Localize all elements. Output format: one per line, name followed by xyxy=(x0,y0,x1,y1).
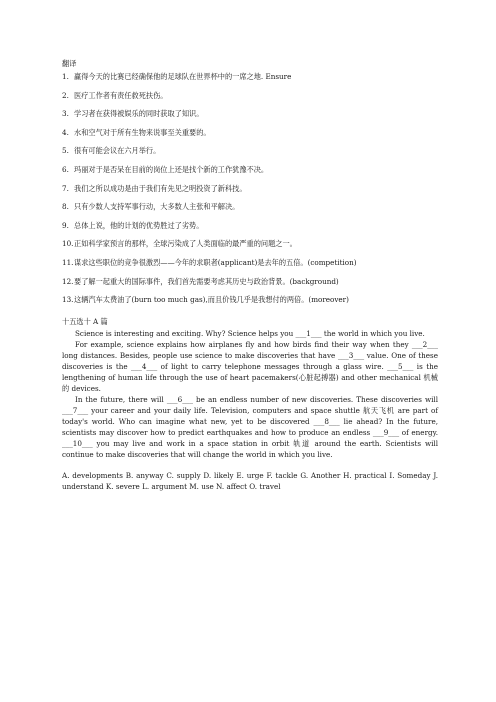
translation-item xyxy=(62,257,438,276)
translation-item xyxy=(62,276,438,295)
item-text: 我们之所以成功是由于我们有先见之明投资了新科技。 xyxy=(74,183,247,193)
item-number: 3. xyxy=(62,109,69,119)
cloze-paragraph: In the future, there will ___6___ be an endless number of new discoveries. These discoveries will ___7___ your career and your daily life. Television, computers and space shuttle 航天飞机 are part of today's world. Who can imagine what new, yet to be discovered ___8___ lie ahead? In the future, scientists may discover how to predict earthquakes and how to produce an endless ___9___ of energy. ___10___ you may live and work in a space station in orbit 轨道 around the earth. Scientists will continue to make discoveries that will change the world in which you live. xyxy=(62,394,438,459)
document-page xyxy=(62,58,438,492)
item-number: 1. xyxy=(62,72,69,81)
page-heading: 翻译 xyxy=(62,59,77,68)
item-number: 9. xyxy=(62,220,69,230)
translation-item xyxy=(62,238,438,257)
item-number: 6. xyxy=(62,164,69,174)
item-text: 学习者在获得被娱乐的同时获取了知识。 xyxy=(74,109,204,119)
translation-item xyxy=(62,127,438,146)
item-number: 8. xyxy=(62,202,69,212)
item-text: 谋求这些职位的竞争很激烈——今年的求职者(applicant)是去年的五倍。(competition) xyxy=(74,257,357,267)
translation-item xyxy=(62,90,438,109)
translation-list xyxy=(62,71,438,313)
item-number: 11. xyxy=(62,257,74,267)
item-number: 13. xyxy=(62,295,74,305)
item-text: 赢得今天的比赛已经确保他的足球队在世界杯中的一席之地. Ensure xyxy=(74,72,292,81)
translation-item xyxy=(62,71,438,90)
item-text: 这辆汽车太费油了(burn too much gas),而且价钱几乎是我想付的两倍。(moreover) xyxy=(74,295,349,305)
translation-item xyxy=(62,183,438,202)
cloze-paragraph: For example, science explains how airplanes fly and how birds find their way when they ___2___ long distances. Besides, people use science to make discoveries that have ___3___ value. One of these discoveries is the ___4___ of light to carry telephone messages through a glass wire. ___5___ is the lengthening of human life through the use of heart pacemakers(心脏起搏器) and other mechanical 机械的 devices. xyxy=(62,339,438,393)
cloze-passage xyxy=(62,328,438,460)
answer-options: A. developments B. anyway C. supply D. likely E. urge F. tackle G. Another H. practical I. Someday J. understand K. severe L. argument M. use N. affect O. travel xyxy=(62,470,438,491)
item-text: 正如科学家预言的那样，全球污染成了人类面临的最严重的问题之一。 xyxy=(74,239,297,249)
translation-item xyxy=(62,220,438,239)
item-text: 要了解一起重大的国际事件，我们首先需要考虑其历史与政治背景。(background) xyxy=(74,276,339,286)
item-text: 医疗工作者有责任救死扶伤。 xyxy=(74,90,168,100)
cloze-title: 十五选十 A 篇 xyxy=(62,316,108,326)
item-text: 总体上说，他的计划的优势胜过了劣势。 xyxy=(74,220,204,230)
item-text: 玛丽对于是否呆在目前的岗位上还是找个新的工作犹豫不决。 xyxy=(74,164,269,174)
item-number: 4. xyxy=(62,127,69,137)
item-text: 水和空气对于所有生物来说事至关重要的。 xyxy=(74,127,211,137)
translation-item xyxy=(62,164,438,183)
translation-item xyxy=(62,201,438,220)
translation-item xyxy=(62,145,438,164)
translation-item xyxy=(62,108,438,127)
translation-item xyxy=(62,294,438,313)
cloze-paragraph: Science is interesting and exciting. Why? Science helps you ___1___ the world in which you live. xyxy=(75,328,425,338)
item-text: 很有可能会议在六月举行。 xyxy=(74,146,161,156)
item-text: 只有少数人支持军事行动，大多数人主张和平解决。 xyxy=(74,202,240,212)
item-number: 10. xyxy=(62,239,74,249)
item-number: 2. xyxy=(62,90,69,100)
item-number: 7. xyxy=(62,183,69,193)
item-number: 12. xyxy=(62,276,74,286)
item-number: 5. xyxy=(62,146,69,156)
